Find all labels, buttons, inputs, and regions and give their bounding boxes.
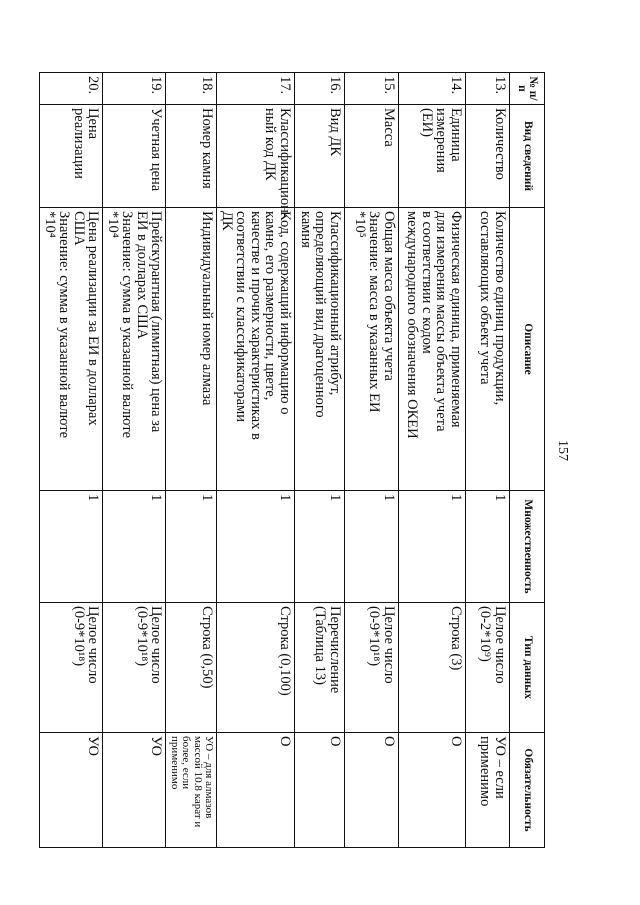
table.rows.0.oblig-line: применимо bbox=[477, 736, 494, 807]
row-description bbox=[40, 208, 103, 491]
table-row bbox=[345, 73, 399, 848]
table.rows.1.type-line: Строка (3) bbox=[448, 606, 464, 671]
row-multiplicity: 1 bbox=[217, 491, 295, 603]
table.rows.7.desc-line: *10⁴ bbox=[41, 211, 58, 238]
table.rows.0.type-line: (0-2*10⁹) bbox=[477, 606, 494, 662]
table.rows.7.desc-line: США bbox=[70, 211, 87, 246]
row-kind: Цена реализации bbox=[40, 105, 103, 208]
table-header-row bbox=[510, 73, 545, 848]
header-data-type: Тип данных bbox=[510, 603, 545, 733]
row-obligation bbox=[166, 733, 217, 848]
table.rows.4.kind-line: ный код ДК bbox=[262, 108, 279, 181]
table-row bbox=[103, 73, 166, 848]
row-kind: Учетная цена bbox=[103, 105, 166, 208]
row-description bbox=[295, 208, 345, 491]
table.rows.7.oblig-line: УО bbox=[85, 736, 102, 757]
row-description bbox=[166, 208, 217, 491]
header-description: Описание bbox=[510, 208, 545, 491]
table.rows.6.oblig-line: УО bbox=[148, 736, 165, 757]
row-number: 20. bbox=[40, 73, 103, 105]
row-kind: Вид ДК bbox=[295, 105, 345, 208]
header-multiplicity: Множественность bbox=[510, 491, 545, 603]
row-multiplicity: 1 bbox=[399, 491, 466, 603]
table.rows.1.desc-line: Физическая единица, применяемая bbox=[448, 211, 464, 428]
row-data-type bbox=[466, 603, 510, 733]
row-obligation bbox=[345, 733, 399, 848]
table.rows.3.type-line: Перечисление bbox=[327, 606, 343, 694]
row-obligation bbox=[40, 733, 103, 848]
table.rows.0.desc-line: составляющих объект учета bbox=[477, 211, 494, 385]
header-kind: Вид сведений bbox=[510, 105, 545, 208]
table.rows.2.desc-line: Общая масса объекта учета bbox=[381, 211, 397, 381]
table.rows.7.type-line: Целое число bbox=[85, 606, 102, 684]
table.rows.1.kind-line: Единица bbox=[448, 108, 464, 162]
table.rows.2.type-line: Целое число bbox=[381, 606, 397, 684]
header-obligation: Обязательность bbox=[510, 733, 545, 848]
row-number: 18. bbox=[166, 73, 217, 105]
table.rows.4.desc-line: соответствии с классификаторами bbox=[233, 211, 250, 423]
row-obligation bbox=[295, 733, 345, 848]
table-row bbox=[166, 73, 217, 848]
row-kind: Номер камня bbox=[166, 105, 217, 208]
row-kind bbox=[217, 105, 295, 218]
table.rows.4.desc-line: ДК bbox=[219, 211, 235, 231]
row-data-type bbox=[217, 603, 295, 733]
table.rows.1.desc-line: международного обозначения ОКЕИ bbox=[404, 211, 421, 439]
data-table bbox=[39, 72, 545, 848]
row-multiplicity: 1 bbox=[295, 491, 345, 603]
table.rows.5.desc-line: Индивидуальный номер алмаза bbox=[199, 211, 216, 406]
row-number: 16. bbox=[295, 73, 345, 105]
row-description bbox=[399, 208, 466, 491]
table-row bbox=[217, 73, 295, 848]
row-multiplicity: 1 bbox=[166, 491, 217, 603]
table.rows.3.oblig-line: О bbox=[327, 736, 343, 747]
table.rows.2.type-line: (0-9*10¹⁸) bbox=[366, 606, 383, 667]
table.rows.6.desc-line: *10⁴ bbox=[104, 211, 121, 238]
table.rows.7.desc-line: Значение: сумма в указанной валюте bbox=[56, 211, 73, 439]
row-description bbox=[217, 208, 295, 491]
row-multiplicity: 1 bbox=[466, 491, 510, 603]
table.rows.5.oblig-line: УО – для алмазов bbox=[203, 736, 216, 819]
table.rows.3.desc-line: Классификационный атрибут, bbox=[327, 211, 343, 396]
table.rows.4.type-line: Строка (0,100) bbox=[277, 606, 293, 696]
row-kind bbox=[399, 105, 466, 208]
table-row bbox=[466, 73, 510, 848]
row-description bbox=[345, 208, 399, 491]
row-obligation bbox=[103, 733, 166, 848]
row-obligation bbox=[399, 733, 466, 848]
header-num: № п/п bbox=[510, 73, 545, 105]
table.rows.0.oblig-line: УО – если bbox=[492, 736, 508, 799]
table.rows.4.desc-line: камне, его размерности, цвете, bbox=[262, 211, 279, 401]
row-number: 17. bbox=[217, 73, 295, 105]
table.rows.2.desc-line: Значение: масса в указанных ЕИ bbox=[366, 211, 383, 413]
table.rows.6.desc-line: ЕИ в долларах США bbox=[133, 211, 150, 340]
row-description bbox=[466, 208, 510, 491]
table.rows.3.type-line: (Таблица 13) bbox=[312, 606, 329, 685]
table.rows.1.kind-line: измерения (ЕИ) bbox=[419, 108, 450, 173]
table-row bbox=[399, 73, 466, 848]
table.rows.5.type-line: Строка (0,50) bbox=[199, 606, 216, 689]
table.rows.5.oblig-line: более, если bbox=[180, 736, 193, 790]
table.rows.2.oblig-line: О bbox=[381, 736, 397, 747]
row-number: 19. bbox=[103, 73, 166, 105]
table.rows.7.desc-line: Цена реализации за ЕИ в долларах bbox=[85, 211, 102, 426]
row-number: 14. bbox=[399, 73, 466, 105]
row-description bbox=[103, 208, 166, 491]
table.rows.4.kind-line: Классификацион- bbox=[277, 108, 293, 218]
table.rows.1.oblig-line: О bbox=[448, 736, 464, 747]
table.rows.1.desc-line: в соответствии с кодом bbox=[419, 211, 435, 354]
table.rows.5.oblig-line: применимо bbox=[168, 736, 181, 790]
row-number: 15. bbox=[345, 73, 399, 105]
row-kind: Количество bbox=[466, 105, 510, 208]
row-data-type bbox=[399, 603, 466, 733]
row-data-type bbox=[166, 603, 217, 733]
table.rows.3.desc-line: камня bbox=[298, 211, 314, 248]
row-kind: Масса bbox=[345, 105, 399, 208]
table.rows.6.desc-line: Прейскурантная (лимитная) цена за bbox=[148, 211, 165, 433]
rotated-table-container bbox=[41, 72, 545, 847]
row-data-type bbox=[345, 603, 399, 733]
page-number: 157 bbox=[555, 440, 570, 461]
table.rows.6.type-line: Целое число bbox=[148, 606, 165, 684]
table.rows.0.desc-line: Количество единиц продукции, bbox=[492, 211, 508, 406]
table.rows.4.desc-line: Код, содержащий информацию о bbox=[277, 211, 293, 415]
table.rows.7.type-line: (0-9*10¹⁸) bbox=[70, 606, 87, 667]
table.rows.6.desc-line: Значение: сумма в указанной валюте bbox=[119, 211, 136, 439]
row-number: 13. bbox=[466, 73, 510, 105]
row-data-type bbox=[103, 603, 166, 733]
table-row bbox=[40, 73, 103, 848]
row-multiplicity: 1 bbox=[40, 491, 103, 603]
table-row bbox=[295, 73, 345, 848]
table.rows.5.oblig-line: массой 10.8 карат и bbox=[191, 736, 204, 828]
row-data-type bbox=[40, 603, 103, 733]
table.rows.3.desc-line: определяющий вид драгоценного bbox=[312, 211, 329, 418]
row-obligation bbox=[466, 733, 510, 848]
table.rows.0.type-line: Целое число bbox=[492, 606, 508, 684]
table.rows.2.desc-line: *10⁵ bbox=[352, 211, 368, 238]
table.rows.6.type-line: (0-9*10¹⁸) bbox=[133, 606, 150, 667]
table.rows.4.desc-line: качестве и прочих характеристиках в bbox=[248, 211, 264, 440]
row-data-type bbox=[295, 603, 345, 733]
row-multiplicity: 1 bbox=[103, 491, 166, 603]
table.rows.4.oblig-line: О bbox=[277, 736, 293, 747]
table.rows.1.desc-line: для измерения массы объекта учета bbox=[433, 211, 450, 432]
row-obligation bbox=[217, 733, 295, 848]
row-multiplicity: 1 bbox=[345, 491, 399, 603]
